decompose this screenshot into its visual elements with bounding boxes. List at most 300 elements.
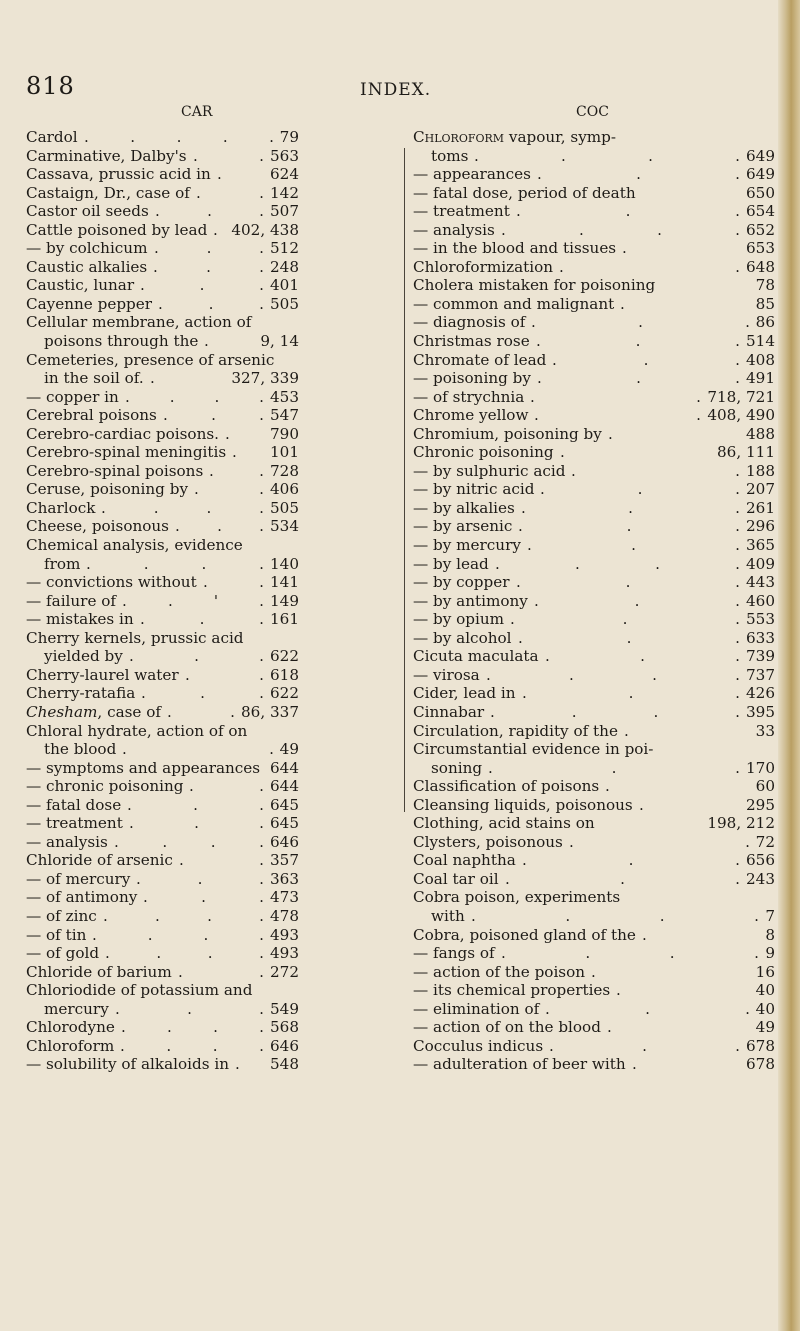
index-entry: [413, 369, 783, 388]
dot-leader: . . .: [540, 480, 740, 499]
index-entry: [413, 796, 783, 815]
entry-text: Cerebro-spinal meningitis: [26, 443, 227, 462]
entry-text: Chloroformization: [413, 257, 554, 276]
dot-leader: .: [632, 1055, 637, 1074]
index-entry: [413, 777, 783, 796]
dot-leader: .: [560, 443, 565, 462]
page-reference: 140: [270, 554, 299, 573]
page-reference: 248: [270, 257, 299, 276]
dot-leader: . . .: [518, 517, 740, 536]
dot-leader: .: [605, 777, 610, 796]
page-reference: 534: [270, 517, 299, 536]
index-entry: [26, 796, 402, 815]
page-reference: 33: [755, 721, 775, 740]
dot-leader: . . . .: [114, 832, 264, 851]
entry-text: Charlock: [26, 498, 96, 517]
index-entry: [413, 1000, 783, 1019]
page-reference: 161: [270, 610, 299, 629]
page-reference: 514: [746, 332, 775, 351]
page-number: 818: [26, 72, 75, 100]
dot-leader: . . .: [537, 165, 740, 184]
dot-leader: . . .: [536, 332, 740, 351]
page-reference: 295: [746, 795, 775, 814]
index-entry: [413, 703, 783, 722]
page-reference: 408: [746, 350, 775, 369]
index-entry: [26, 184, 402, 203]
index-entry: [413, 722, 783, 741]
entry-text: — appearances: [413, 165, 531, 184]
index-entry: [413, 814, 783, 833]
entry-text: Cholera mistaken for poisoning: [413, 276, 656, 295]
entry-text: Ceruse, poisoning by: [26, 480, 189, 499]
page-reference: 493: [270, 944, 299, 963]
page-reference: 505: [270, 294, 299, 313]
index-entry: [413, 480, 783, 499]
dot-leader: . . . . .: [84, 128, 274, 146]
page-reference: 443: [746, 573, 775, 592]
index-entry: [26, 1055, 402, 1074]
dot-leader: . .: [203, 573, 264, 592]
index-entry: [26, 239, 402, 258]
entry-text: Circumstantial evidence in poi-: [413, 740, 654, 759]
page-reference: 649: [746, 165, 775, 184]
entry-text: — symptoms and appearances: [26, 758, 261, 777]
index-entry: [413, 555, 783, 574]
page-reference: 649: [746, 146, 775, 165]
page-reference: 563: [270, 146, 299, 165]
page-reference: 507: [270, 202, 299, 221]
page-reference: 408, 490: [707, 406, 775, 425]
page-reference: 406: [270, 480, 299, 499]
index-entry: [413, 684, 783, 703]
index-entry: [26, 332, 402, 351]
dot-leader: . . . .: [474, 146, 740, 165]
entry-text: Castor oil seeds: [26, 202, 149, 221]
entry-text: — by nitric acid: [413, 480, 535, 499]
page-reference: 49: [755, 1018, 775, 1037]
index-entry: [413, 536, 783, 555]
index-entry: [413, 1055, 783, 1074]
dot-leader: .: [616, 981, 621, 1000]
index-column-right: [413, 128, 783, 1074]
index-entry: [26, 573, 402, 592]
page-title: INDEX.: [360, 80, 432, 100]
index-entry: [413, 406, 783, 425]
page-reference: 678: [746, 1055, 775, 1074]
entry-text: — copper in: [26, 387, 119, 406]
index-entry: [26, 499, 402, 518]
index-entry: [413, 499, 783, 518]
index-entry: [26, 647, 402, 666]
dot-leader: . . .: [155, 202, 264, 221]
page-reference: 568: [270, 1018, 299, 1037]
guide-word-left: CAR: [181, 104, 213, 120]
entry-text: Circulation, rapidity of the: [413, 721, 618, 740]
dot-leader: . . .: [545, 999, 750, 1018]
page-reference: 142: [270, 183, 299, 202]
index-entry: [26, 888, 402, 907]
dot-leader: .: [232, 443, 237, 462]
index-entry: [413, 462, 783, 481]
entry-text: Cicuta maculata: [413, 647, 539, 666]
index-entry: [26, 722, 402, 741]
page-reference: 40: [755, 981, 775, 1000]
index-entry: [413, 202, 783, 221]
entry-text: — treatment: [413, 202, 510, 221]
page-reference: 737: [746, 665, 775, 684]
dot-leader: . . .: [516, 202, 740, 221]
entry-text: — solubility of alkaloids in: [26, 1055, 229, 1074]
dot-leader: . . .: [154, 239, 264, 258]
dot-leader: . . . .: [501, 220, 740, 239]
dot-leader: . .: [194, 480, 264, 499]
entry-text: Clysters, poisonous: [413, 832, 563, 851]
entry-text: — by mercury: [413, 536, 521, 555]
page-reference: 644: [270, 777, 299, 796]
page-reference: 646: [270, 832, 299, 851]
index-entry: [26, 592, 402, 611]
index-entry: [413, 592, 783, 611]
index-entry: [413, 332, 783, 351]
index-entry: [26, 258, 402, 277]
entry-text: Caustic, lunar: [26, 276, 135, 295]
entry-text: yielded by: [44, 647, 123, 666]
page-reference: 460: [746, 591, 775, 610]
index-entry: [26, 276, 402, 295]
entry-text: — of gold: [26, 944, 100, 963]
page-reference: 553: [746, 610, 775, 629]
page-reference: 141: [270, 573, 299, 592]
dot-leader: . . . .: [121, 1018, 264, 1037]
dot-leader: . . .: [488, 758, 740, 777]
page-reference: 409: [746, 554, 775, 573]
dot-leader: . . . .: [103, 906, 264, 925]
page-reference: 60: [755, 777, 775, 796]
index-entry: [26, 462, 402, 481]
page-reference: 493: [270, 925, 299, 944]
entry-text: Coal naphtha: [413, 851, 516, 870]
dot-leader: . . .: [140, 276, 264, 295]
entry-text: Clothing, acid stains on: [413, 814, 595, 833]
index-entry: [413, 425, 783, 444]
entry-text: Chrome yellow: [413, 406, 529, 425]
page-reference: 198, 212: [707, 814, 775, 833]
page-reference: 624: [270, 165, 299, 184]
entry-text: — failure of: [26, 591, 117, 610]
entry-text: Cobra poison, experiments: [413, 888, 621, 907]
index-entry: [413, 1037, 783, 1056]
page-reference: 401: [270, 276, 299, 295]
column-divider: [404, 148, 405, 812]
entry-text: Christmas rose: [413, 332, 530, 351]
dot-leader: . . .: [140, 610, 264, 629]
entry-text: — convictions without: [26, 573, 197, 592]
entry-text: from: [44, 554, 81, 573]
entry-text: Chloriodide of potassium and: [26, 981, 253, 1000]
entry-text: Cassava, prussic acid in: [26, 165, 211, 184]
dot-leader: .: [204, 332, 209, 351]
entry-text: — by copper: [413, 573, 510, 592]
dot-leader: .: [642, 925, 647, 944]
dot-leader: . . . .: [495, 554, 740, 573]
dot-leader: . . . .: [92, 925, 264, 944]
page-reference: 549: [270, 999, 299, 1018]
index-entry: [26, 740, 402, 759]
index-entry: [26, 833, 402, 852]
page-reference: 646: [270, 1036, 299, 1055]
page-reference: 488: [746, 424, 775, 443]
index-entry: [26, 165, 402, 184]
entry-text: — by sulphuric acid: [413, 461, 566, 480]
dot-leader: . .: [178, 962, 264, 981]
dot-leader: . .: [209, 461, 264, 480]
page-reference: 678: [746, 1036, 775, 1055]
index-entry: [26, 425, 402, 444]
page-reference: 656: [746, 851, 775, 870]
index-entry: [413, 184, 783, 203]
entry-text: — action of the poison: [413, 962, 586, 981]
page-reference: 86, 111: [717, 443, 775, 462]
dot-leader: . . . .: [101, 498, 264, 517]
index-entry: [413, 221, 783, 240]
dot-leader: .: [608, 424, 613, 443]
dot-leader: . . .: [505, 869, 740, 888]
dot-leader: . . .: [531, 313, 750, 332]
entry-text: Cerebro-cardiac poisons.: [26, 424, 219, 443]
dot-leader: . . .: [534, 591, 740, 610]
page-reference: 473: [270, 888, 299, 907]
index-entry: [413, 963, 783, 982]
entry-text: — of tin: [26, 925, 87, 944]
entry-text: Castaign, Dr., case of: [26, 183, 190, 202]
index-entry: [413, 926, 783, 945]
dot-leader: . .: [559, 257, 740, 276]
page-reference: 261: [746, 498, 775, 517]
page-reference: 40: [755, 999, 775, 1018]
index-entry: [413, 870, 783, 889]
index-entry: [26, 1000, 402, 1019]
entry-text: Coal tar oil: [413, 869, 499, 888]
entry-text: Cocculus indicus: [413, 1036, 544, 1055]
entry-text: Cherry kernels, prussic acid: [26, 628, 244, 647]
page-reference: 296: [746, 517, 775, 536]
index-entry: [413, 888, 783, 907]
index-entry: [413, 258, 783, 277]
page-reference: 170: [746, 758, 775, 777]
dot-leader: . .: [571, 461, 740, 480]
page-reference: 86: [755, 313, 775, 332]
entry-text: — virosa: [413, 665, 480, 684]
entry-text: Cherry-laurel water: [26, 665, 179, 684]
index-entry: [413, 907, 783, 926]
dot-leader: . .: [189, 777, 264, 796]
dot-leader: . .: [185, 665, 264, 684]
page-reference: 648: [746, 257, 775, 276]
index-entry: [26, 406, 402, 425]
dot-leader: . . . .: [86, 554, 264, 573]
index-entry: [26, 536, 402, 555]
index-entry: [26, 629, 402, 648]
entry-text: — common and malignant: [413, 294, 615, 313]
dot-leader: . . . .: [501, 944, 759, 963]
page-reference: 728: [270, 461, 299, 480]
entry-text: — diagnosis of: [413, 313, 526, 332]
dot-leader: . . .: [522, 684, 740, 703]
dot-leader: . .: [530, 387, 701, 406]
entry-text: Cerebro-spinal poisons: [26, 461, 204, 480]
dot-leader: . . . .: [471, 906, 759, 925]
dot-leader: . . .: [129, 647, 264, 666]
index-column-left: [26, 128, 402, 1074]
dot-leader: . . .: [143, 888, 264, 907]
dot-leader: .: [591, 962, 596, 981]
entry-text: Chloroform vapour, symp-: [413, 128, 617, 146]
index-entry: [413, 388, 783, 407]
index-entry: [413, 128, 783, 147]
page-reference: 327, 339: [231, 369, 299, 388]
index-entry: [413, 851, 783, 870]
index-entry: [26, 777, 402, 796]
index-entry: [413, 295, 783, 314]
page-reference: 363: [270, 869, 299, 888]
page-reference: 618: [270, 665, 299, 684]
index-entry: [413, 1018, 783, 1037]
page-reference: 478: [270, 906, 299, 925]
page-reference: 188: [746, 461, 775, 480]
entry-text: — of zinc: [26, 906, 97, 925]
index-entry: [26, 313, 402, 332]
page-reference: 645: [270, 795, 299, 814]
entry-text: — chronic poisoning: [26, 777, 184, 796]
entry-text: Cherry-ratafia: [26, 684, 136, 703]
index-entry: [413, 944, 783, 963]
dot-leader: . . ' .: [122, 591, 264, 610]
page-reference: 207: [746, 480, 775, 499]
guide-word-right: COC: [576, 104, 609, 120]
dot-leader: . . .: [115, 999, 264, 1018]
index-entry: [26, 480, 402, 499]
dot-leader: . . .: [516, 573, 740, 592]
page-reference: 8: [765, 925, 775, 944]
dot-leader: .: [225, 424, 230, 443]
entry-text: Cheese, poisonous: [26, 517, 169, 536]
page-reference: 79: [279, 128, 299, 146]
dot-leader: . .: [569, 832, 750, 851]
index-entry: [26, 666, 402, 685]
page-reference: 78: [755, 276, 775, 295]
entry-text: — by lead: [413, 554, 489, 573]
entry-text: — of antimony: [26, 888, 138, 907]
entry-text: — elimination of: [413, 999, 540, 1018]
page-reference: 548: [270, 1055, 299, 1074]
page-header: [0, 50, 800, 100]
entry-text: Chlorodyne: [26, 1018, 115, 1037]
index-entry: [413, 833, 783, 852]
page-reference: 426: [746, 684, 775, 703]
index-entry: [413, 666, 783, 685]
page-reference: 395: [746, 702, 775, 721]
index-entry: [413, 573, 783, 592]
entry-text: Cellular membrane, action of: [26, 313, 252, 332]
page-reference: 7: [765, 906, 775, 925]
page-reference: 491: [746, 369, 775, 388]
index-entry: [26, 1018, 402, 1037]
entry-text: in the soil of.: [44, 369, 144, 388]
page-reference: 654: [746, 202, 775, 221]
dot-leader: . .: [179, 851, 264, 870]
index-entry: [26, 963, 402, 982]
dot-leader: . . .: [522, 851, 740, 870]
entry-text: Cinnabar: [413, 702, 485, 721]
dot-leader: . . . .: [120, 1036, 264, 1055]
page-reference: 622: [270, 647, 299, 666]
entry-text: Chesham, case of: [26, 702, 162, 721]
entry-text: — poisoning by: [413, 369, 531, 388]
entry-text: Cayenne pepper: [26, 294, 153, 313]
entry-text: — fatal dose: [26, 795, 122, 814]
page-reference: 790: [270, 424, 299, 443]
page-reference: 653: [746, 239, 775, 258]
entry-text: — adulteration of beer with: [413, 1055, 626, 1074]
index-entry: [26, 684, 402, 703]
index-entry: [413, 629, 783, 648]
entry-text: — analysis: [413, 220, 495, 239]
dot-leader: . . .: [552, 350, 740, 369]
dot-leader: .: [213, 220, 218, 239]
dot-leader: . .: [196, 183, 264, 202]
page-reference: 149: [270, 591, 299, 610]
index-entry: [413, 517, 783, 536]
page-reference: 718, 721: [707, 387, 775, 406]
index-entry: [26, 759, 402, 778]
index-entry: [26, 351, 402, 370]
dot-leader: . . .: [537, 369, 740, 388]
entry-text: Classification of poisons: [413, 777, 600, 796]
entry-text: mercury: [44, 999, 109, 1018]
dot-leader: .: [607, 1018, 612, 1037]
page-reference: 357: [270, 851, 299, 870]
entry-text: poisons through the: [44, 332, 199, 351]
page-reference: 633: [746, 628, 775, 647]
entry-text: — its chemical properties: [413, 981, 611, 1000]
index-entry: [413, 740, 783, 759]
page-reference: 505: [270, 498, 299, 517]
dot-leader: . . .: [141, 684, 264, 703]
index-entry: [413, 443, 783, 462]
index-entry: [413, 147, 783, 166]
index-entry: [26, 870, 402, 889]
entry-text: toms: [431, 146, 469, 165]
entry-text: Cemeteries, presence of arsenic: [26, 350, 275, 369]
page-reference: 101: [270, 443, 299, 462]
dot-leader: . . .: [521, 498, 740, 517]
dot-leader: . . .: [136, 869, 264, 888]
entry-text: — by arsenic: [413, 517, 513, 536]
entry-text: — by alkalies: [413, 498, 515, 517]
entry-text: Cleansing liquids, poisonous: [413, 795, 633, 814]
dot-leader: . . .: [527, 536, 740, 555]
page-reference: 650: [746, 183, 775, 202]
dot-leader: . .: [534, 406, 701, 425]
index-entry: [413, 165, 783, 184]
dot-leader: . . .: [510, 610, 740, 629]
index-entry: [26, 610, 402, 629]
index-entry: [26, 517, 402, 536]
entry-text: Carminative, Dalby's: [26, 146, 187, 165]
entry-text: — by alcohol: [413, 628, 512, 647]
dot-leader: . . .: [163, 406, 264, 425]
dot-leader: .: [639, 795, 644, 814]
